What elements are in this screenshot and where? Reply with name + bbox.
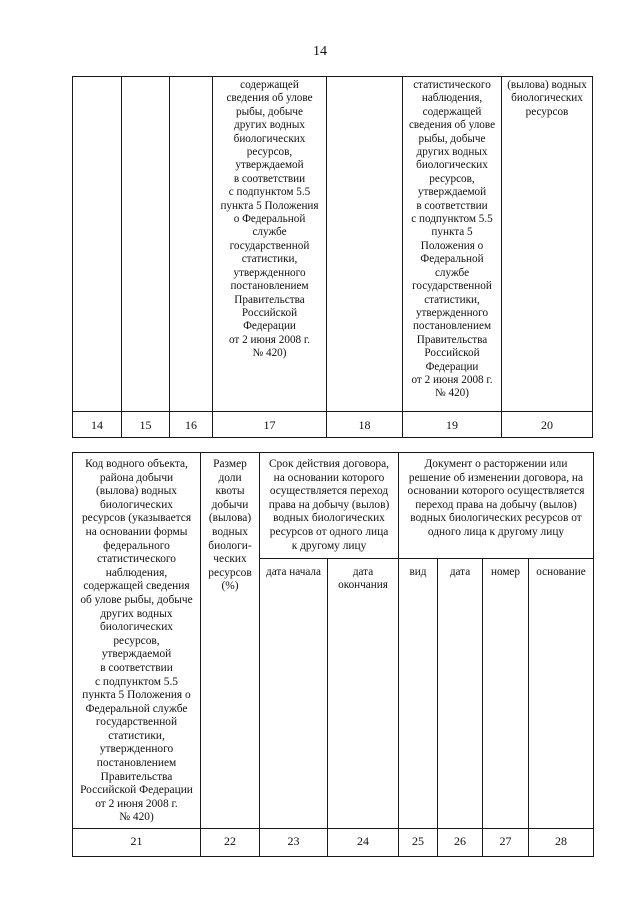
subheader-end-date: дата окончания bbox=[338, 566, 388, 592]
bottom-colnum-27: 27 bbox=[499, 834, 512, 848]
col21-header: Код водного объекта, района добычи (вылова) водных биологических ресурсов (указывается на основании формы федерального статистического наблюдения, содержащей сведения об улове рыбы, добыче других водных биологических ресурсов, утверждаемой в соответствии с подпунктом 5.5 пункта 5 Положения о Федеральной службе государственной статистики, утвержденного постановлением Правительства Российской Федерации от 2 июня 2008 г. № 420) bbox=[80, 458, 193, 824]
bottom-colnum-23: 23 bbox=[287, 834, 300, 848]
bottom-colnum-22: 22 bbox=[224, 834, 236, 848]
bottom-colnum-25: 25 bbox=[412, 834, 424, 848]
bottom-colnum-21: 21 bbox=[130, 834, 143, 848]
bottom-colnum-24: 24 bbox=[357, 834, 369, 848]
subheader-kind: вид bbox=[409, 566, 427, 578]
top-col19-text: статистического наблюдения, содержащей сведения об улове рыбы, добыче других водных биологических ресурсов, утверждаемой в соответствии с подпунктом 5.5 пункта 5 Положения о Федеральной службе государственной статистики, утвержденного постановлением Правительства Российской Федерации от 2 июня 2008 г. № 420) bbox=[408, 79, 496, 400]
top-colnum-14: 14 bbox=[91, 418, 103, 432]
col22-header: Размер доли квоты добычи (вылова) водных биологи- ческих ресурсов (%) bbox=[208, 458, 252, 593]
contract-term-header: Срок действия договора, на основании которого осуществляется переход права на добычу (вылов) водных биологических ресурсов от одного лица к другому лицу bbox=[268, 458, 390, 552]
top-col20-text: (вылова) водных биологических ресурсов bbox=[507, 79, 587, 118]
subheader-basis: основание bbox=[536, 566, 586, 578]
bottom-colnum-26: 26 bbox=[454, 834, 466, 848]
termination-document-header: Документ о расторжении или решение об изменении договора, на основании которого осуществляется переход права на добычу (вылов) водных биологических ресурсов от одного лица к другому лицу bbox=[407, 458, 585, 538]
top-colnum-15: 15 bbox=[139, 418, 152, 432]
top-colnum-18: 18 bbox=[358, 418, 371, 432]
top-colnum-19: 19 bbox=[446, 418, 458, 432]
top-col17-text: содержащей сведения об улове рыбы, добыче других водных биологических ресурсов, утверждаемой в соответствии с подпунктом 5.5 пункта 5 Положения о Федеральной службе государственной статистики, утвержденного постановлением Правительства Российской Федерации от 2 июня 2008 г. № 420) bbox=[220, 79, 319, 360]
top-colnum-17: 17 bbox=[263, 418, 276, 432]
subheader-number: номер bbox=[490, 566, 520, 578]
bottom-colnum-28: 28 bbox=[555, 834, 567, 848]
subheader-start-date: дата начала bbox=[266, 566, 321, 578]
top-colnum-16: 16 bbox=[185, 418, 197, 432]
page-number: 14 bbox=[313, 44, 327, 59]
top-colnum-20: 20 bbox=[541, 418, 553, 432]
subheader-date: дата bbox=[449, 566, 471, 578]
